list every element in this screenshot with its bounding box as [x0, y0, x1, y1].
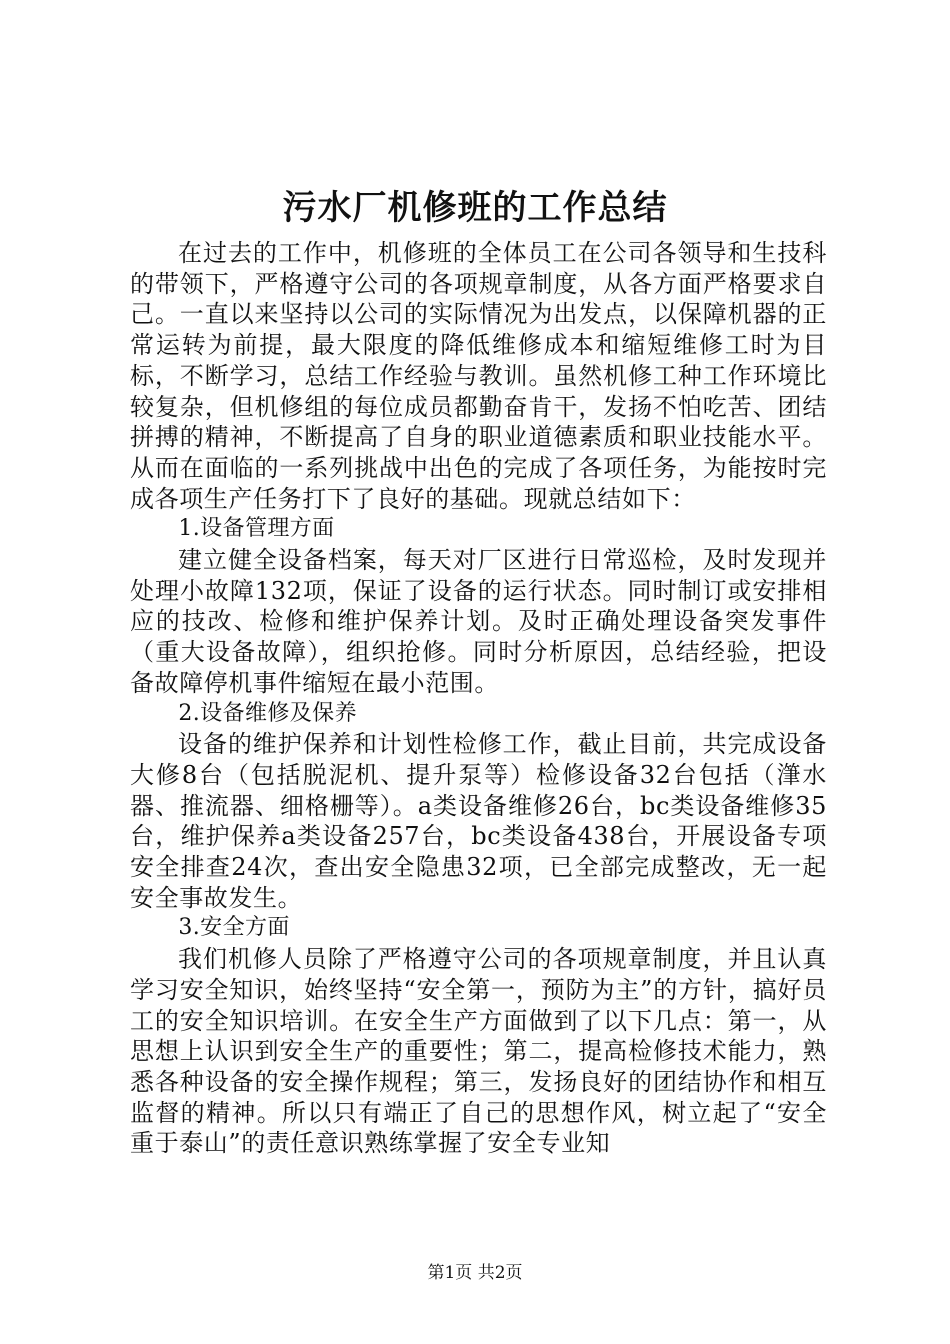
section-heading-safety: 3.安全方面: [178, 915, 290, 941]
section-text-safety: 我们机修人员除了严格遵守公司的各项规章制度，并且认真学习安全知识，始终坚持“安全第一，预防为主”的方针，搞好员工的安全知识培训。在安全生产方面做到了以下几点：第一，从思想上认识到安全生产的重要性；第二，提高检修技术能力，熟悉各种设备的安全操作规程；第三，发扬良好的团结协作和相互监督的精神。所以只有端正了自己的思想作风，树立起了“安全重于泰山”的责任意识熟练掌握了安全专业知: [130, 945, 827, 1158]
document-title: 污水厂机修班的工作总结: [282, 188, 668, 228]
section-text-maintenance: 设备的维护保养和计划性检修工作，截止目前，共完成设备大修8台（包括脱泥机、提升泵等）检修设备32台包括（潷水器、推流器、细格栅等）。a类设备维修26台，bc类设备维修35台，维护保养a类设备257台，bc类设备438台，开展设备专项安全排查24次，查出安全隐患32项，已全部完成整改，无一起安全事故发生。: [130, 730, 827, 912]
section-heading-equipment-management: 1.设备管理方面: [178, 516, 335, 542]
page-number-footer: 第1页 共2页: [427, 1263, 523, 1283]
section-text-equipment-management: 建立健全设备档案，每天对厂区进行日常巡检，及时发现并处理小故障132项，保证了设备的运行状态。同时制订或安排相应的技改、检修和维护保养计划。及时正确处理设备突发事件（重大设备故障），组织抢修。同时分析原因，总结经验，把设备故障停机事件缩短在最小范围。: [130, 546, 827, 697]
section-heading-maintenance: 2.设备维修及保养: [178, 700, 357, 726]
document-body: [130, 238, 827, 1159]
intro-paragraph: 在过去的工作中，机修班的全体员工在公司各领导和生技科的带领下，严格遵守公司的各项规章制度，从各方面严格要求自己。一直以来坚持以公司的实际情况为出发点，以保障机器的正常运转为前提，最大限度的降低维修成本和缩短维修工时为目标，不断学习，总结工作经验与教训。虽然机修工种工作环境比较复杂，但机修组的每位成员都勤奋肯干，发扬不怕吃苦、团结拼搏的精神，不断提高了自身的职业道德素质和职业技能水平。从而在面临的一系列挑战中出色的完成了各项任务，为能按时完成各项生产任务打下了良好的基础。现就总结如下：: [130, 239, 827, 513]
